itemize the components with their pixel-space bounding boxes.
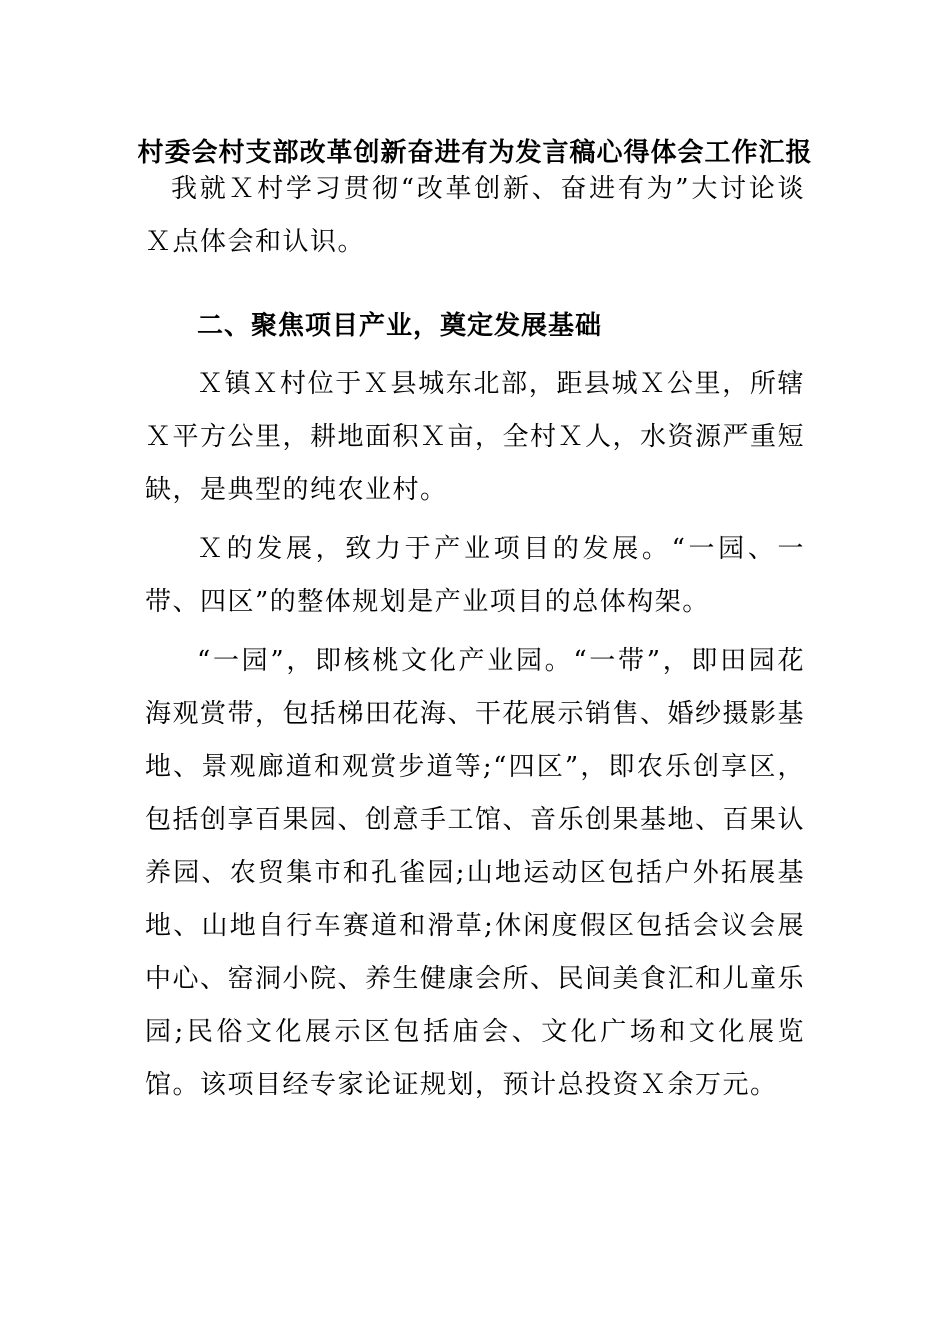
- intro-paragraph: 我就Ｘ村学习贯彻“改革创新、奋进有为”大讨论谈Ｘ点体会和认识。: [145, 174, 805, 257]
- body-paragraph-3: “一园”，即核桃文化产业园。“一带”，即田园花海观赏带，包括梯田花海、干花展示销售、婚纱摄影基地、景观廊道和观赏步道等;“四区”，即农乐创享区，包括创享百果园、创意手工馆、音乐创果基地、百果认养园、农贸集市和孔雀园;山地运动区包括户外拓展基地、山地自行车赛道和滑草;休闲度假区包括会议会展中心、窑洞小院、养生健康会所、民间美食汇和儿童乐园;民俗文化展示区包括庙会、文化广场和文化展览馆。该项目经专家论证规划，预计总投资Ｘ余万元。: [145, 646, 806, 1100]
- document-title: 村委会村支部改革创新奋进有为发言稿心得体会工作汇报: [137, 138, 813, 168]
- body-paragraph-2: Ｘ的发展，致力于产业项目的发展。“一园、一带、四区”的整体规划是产业项目的总体构架。: [145, 534, 805, 617]
- section-heading: 二、聚焦项目产业，奠定发展基础: [197, 311, 603, 341]
- body-paragraph-1: Ｘ镇Ｘ村位于Ｘ县城东北部，距县城Ｘ公里，所辖Ｘ平方公里，耕地面积Ｘ亩，全村Ｘ人，水资源严重短缺，是典型的纯农业村。: [145, 369, 806, 505]
